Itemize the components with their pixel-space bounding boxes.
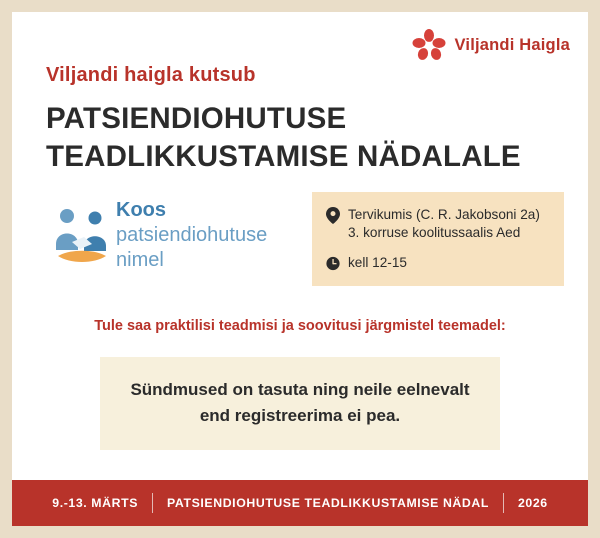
page-title [46,100,566,176]
note-line-1: Sündmused on tasuta ning neile eelnevalt [130,380,470,399]
note-line-2: end registreerima ei pea. [199,406,401,426]
campaign-logo-line-2: patsiendiohutuse [116,224,268,247]
headline-line-2: TEADLIKKUSTAMISE NÄDALALE [46,139,521,173]
headline-line-1: PATSIENDIOHUTUSE [46,102,347,135]
footer-band [12,480,588,526]
footer-year: 2026 [517,496,548,510]
location-line-1: Tervikumis (C. R. Jakobsoni 2a) [348,207,540,222]
footer-dates: 9.-13. MÄRTS [52,496,139,510]
campaign-logo [54,198,284,282]
poster-inner [12,12,588,526]
location-text [348,206,540,242]
brand-logo [412,28,570,62]
location-row [326,206,550,242]
footer-title: PATSIENDIOHUTUSE TEADLIKKUSTAMISE NÄDAL [167,496,489,510]
campaign-logo-line-1: Koos [116,199,166,221]
event-info-card [312,192,564,286]
kicker-text: Viljandi haigla kutsub [46,64,256,86]
time-text: kell 12-15 [348,254,407,270]
location-line-2: 3. korruse koolitussaalis Aed [348,224,521,240]
map-pin-icon [326,207,340,224]
time-row [326,254,550,272]
clock-icon [326,255,340,272]
subhead-text: Tule saa praktilisi teadmisi ja soovitusi järgmistel teemadel: [94,318,506,334]
flower-petal-logo-icon [412,28,446,62]
brand-name: Viljandi Haigla [454,35,570,54]
note-box [100,357,500,450]
campaign-logo-line-3: nimel [116,249,164,272]
two-people-handshake-icon [54,204,110,266]
campaign-logo-text [116,198,267,274]
